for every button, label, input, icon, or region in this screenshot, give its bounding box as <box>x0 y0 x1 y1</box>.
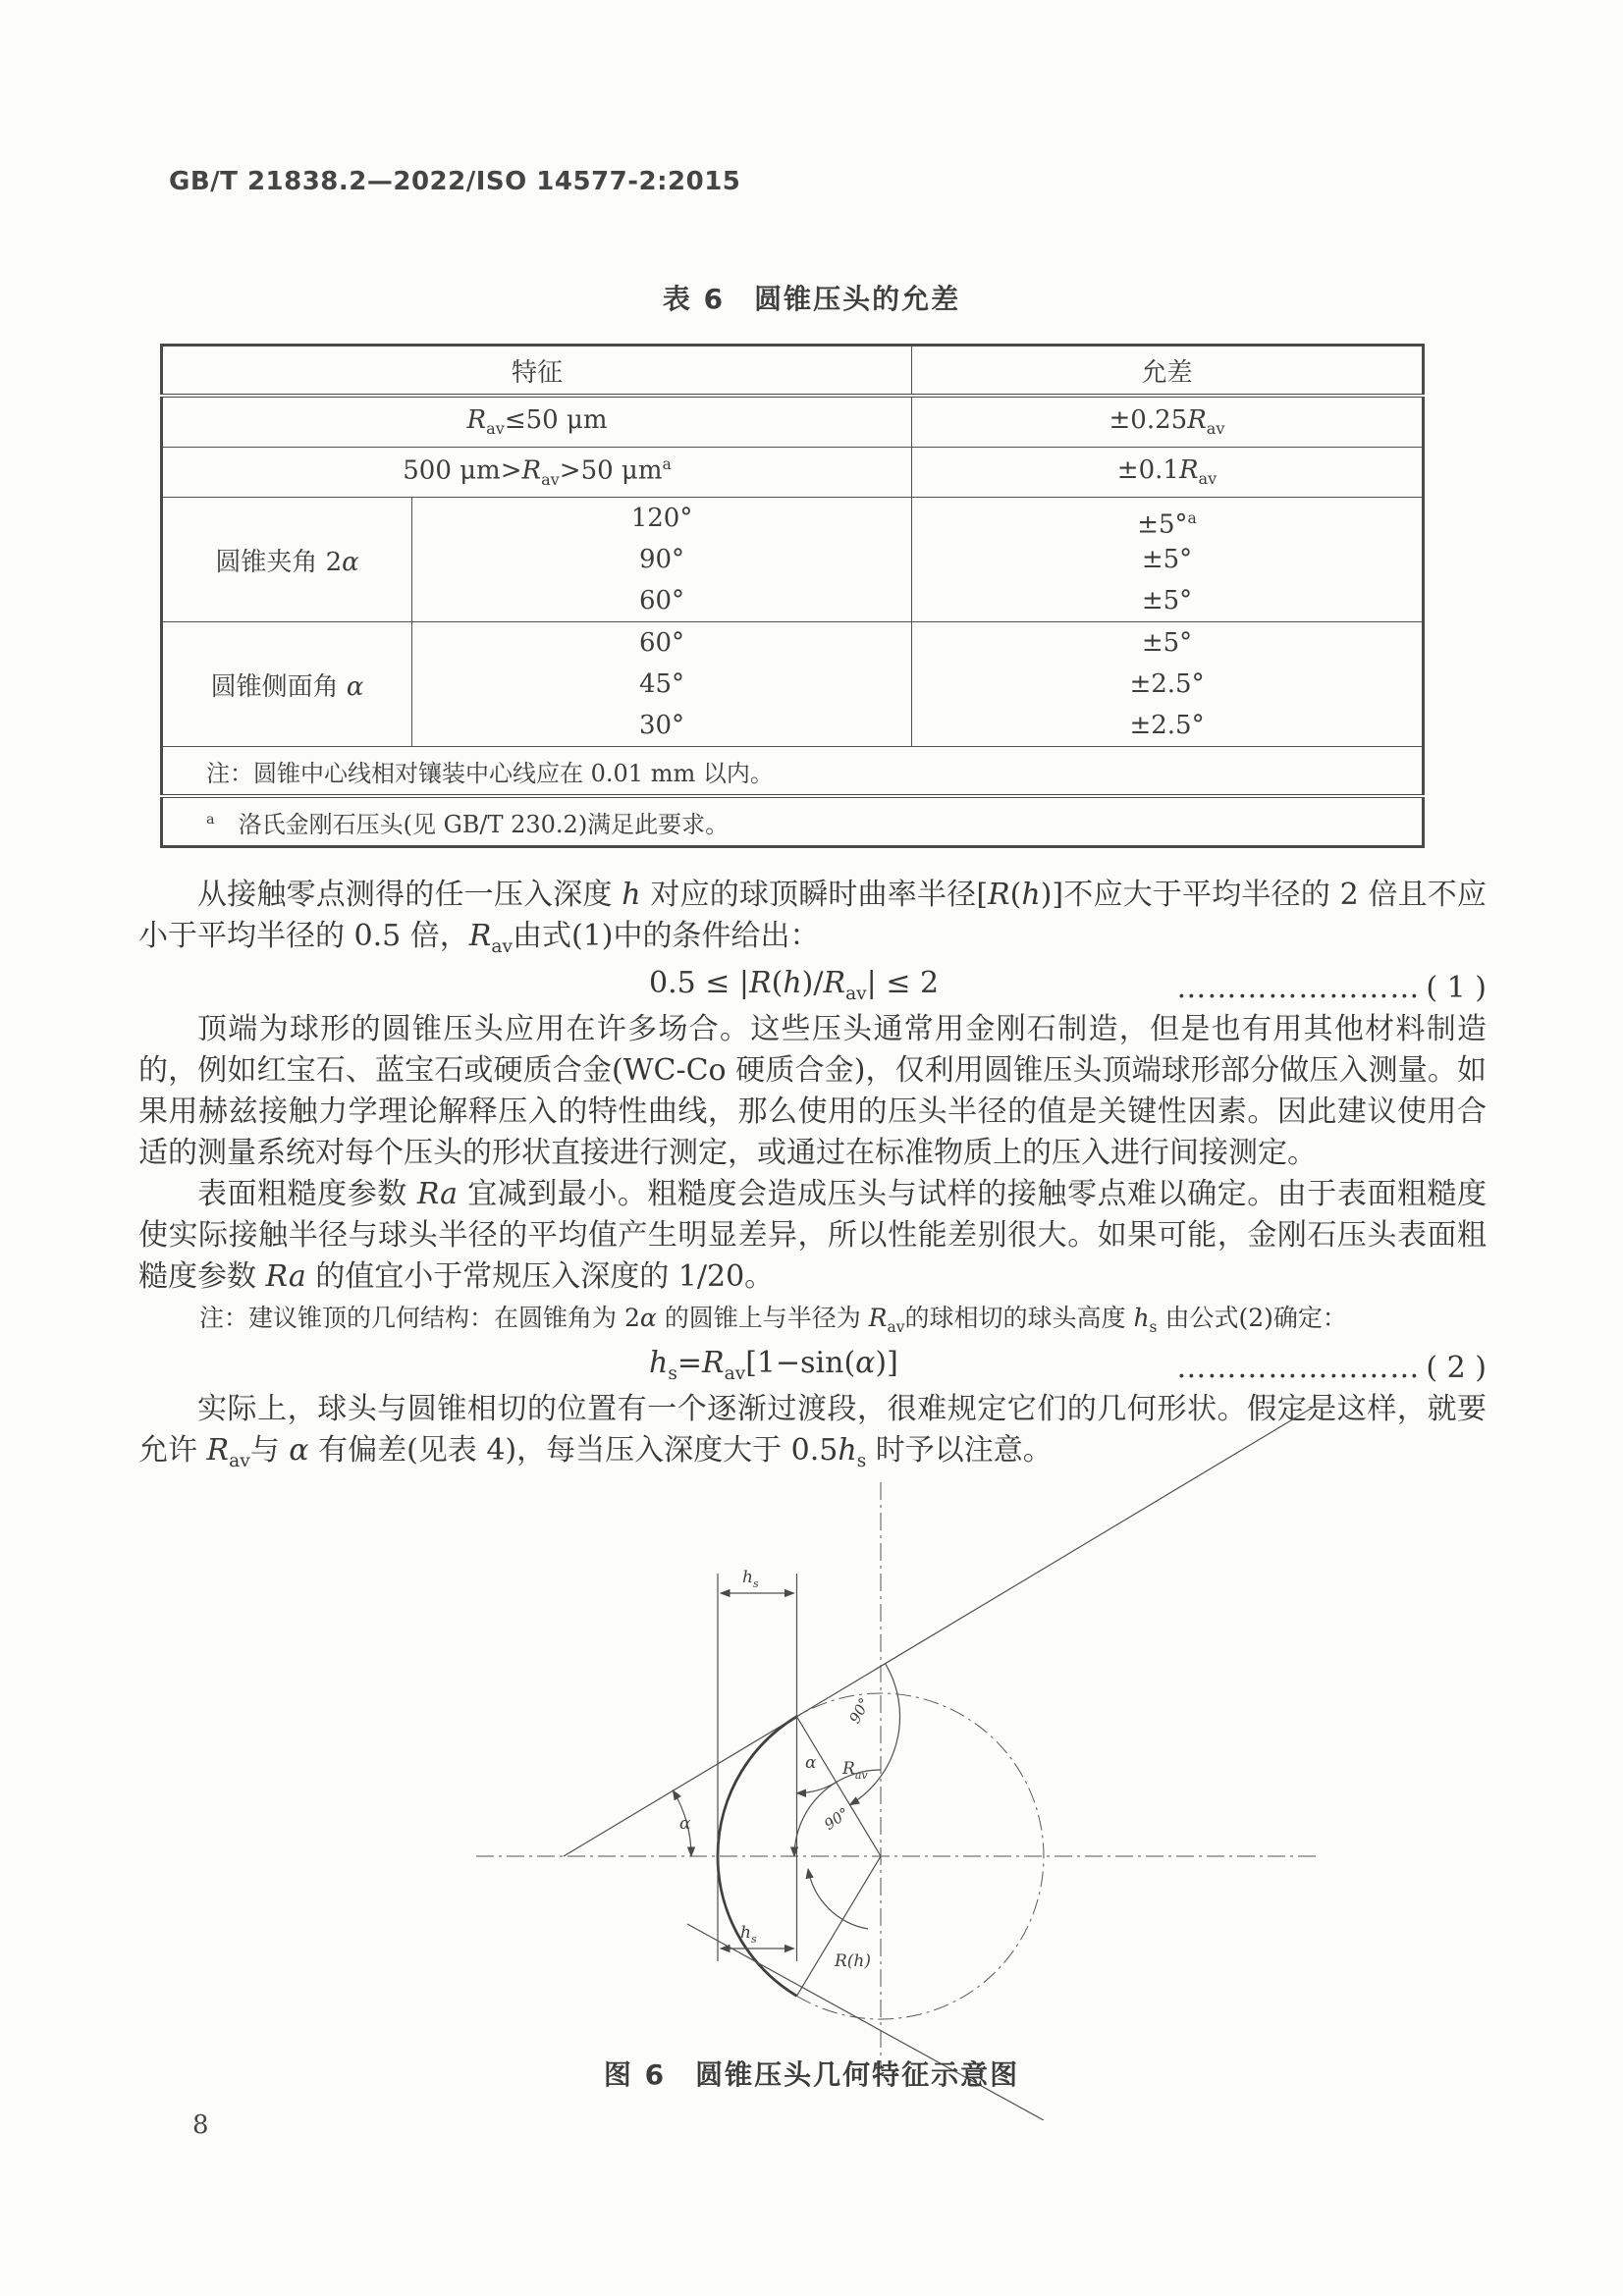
centre-lower-arrow-arc <box>808 1869 868 1929</box>
formula-2-number: ( 2 ) <box>1426 1351 1487 1385</box>
cone-upper-flank-line <box>564 1406 1316 1856</box>
alpha-tangent-label: α <box>805 1753 817 1773</box>
figure-6-diagram <box>452 1389 1335 2120</box>
rh-label: R(h) <box>835 1951 872 1971</box>
tolerance-cell: $\pm 0.25R_{av}$ <box>912 396 1424 448</box>
paragraph-sphero-conical: 顶端为球形的圆锥压头应用在许多场合。这些压头通常用金刚石制造，但是也有用其他材料制造的，例如红宝石、蓝宝石或硬质合金(WC-Co 硬质合金)，仅利用圆锥压头顶端球形部分做压入测量。如果用赫兹接触力学理论解释压入的特性曲线，那么使用的压头半径的值是关键性因素。因此建议使用合适的测量系统对每个压头的形状直接进行测定，或通过在标准物质上的压入进行间接测定。 <box>138 1012 1487 1170</box>
figure-6-caption: 图 6 圆锥压头几何特征示意图 <box>603 2058 1020 2091</box>
value-line: 120° <box>630 504 693 533</box>
value-line: 45° <box>638 669 685 699</box>
feature-cell: 500 $\mu m>R_{av}>50$ $\mu m^a$ <box>162 448 912 498</box>
tolerance-line: ±2.5° <box>1129 669 1205 699</box>
group-label-cell: 圆锥夹角 2α <box>162 498 412 622</box>
table-note-row <box>162 747 1424 797</box>
group-tolerances-cell <box>912 498 1424 622</box>
cone-indenter-geometry-svg <box>452 1389 1335 2120</box>
group-values-cell <box>412 622 912 747</box>
tolerance-line: ±2.5° <box>1129 711 1205 740</box>
alpha-tangent-arc <box>797 1783 837 1793</box>
table-footnote-row <box>162 796 1424 847</box>
table-6-title: 表 6 圆锥压头的允差 <box>662 283 961 315</box>
formula-2 <box>138 1345 1487 1389</box>
tolerance-line: ±5° <box>1141 586 1193 615</box>
ninety-flank-radius-arc <box>850 1663 900 1804</box>
rav-label: $R_{av}$ <box>842 1759 868 1782</box>
value-line: 30° <box>638 711 685 740</box>
group-label-cell: 圆锥侧面角 α <box>162 622 412 747</box>
hs-dimension-label-top: $h_s$ <box>742 1568 759 1590</box>
table-header-row <box>162 346 1424 397</box>
tolerance-cell: $\pm 0.1R_{av}$ <box>912 448 1424 498</box>
table-row <box>162 448 1424 498</box>
value-line: 60° <box>638 628 685 658</box>
alpha-apex-label: α <box>679 1814 691 1834</box>
value-line: 90° <box>638 545 685 574</box>
table-row <box>162 396 1424 448</box>
ninety-centre-label: 90° <box>821 1803 853 1834</box>
page-number: 8 <box>192 2110 209 2140</box>
formula-1-number: ( 1 ) <box>1426 971 1487 1005</box>
table-footnote: $^a$ 洛氏金刚石压头(见 GB/T 230.2)满足此要求。 <box>162 796 1424 847</box>
table-group-row-flank-angle <box>162 622 1424 747</box>
group-tolerances-cell <box>912 622 1424 747</box>
standard-number-header: GB/T 21838.2—2022/ISO 14577-2:2015 <box>169 167 741 196</box>
feature-cell: $R_{av}\le 50$ μm <box>162 396 912 448</box>
formula-1-expression: $0.5 \le |R(h)/R_{av}| \le 2$ <box>649 965 940 1004</box>
header-cell-tolerance: 允差 <box>912 346 1424 397</box>
formula-2-expression: $h_s=R_{av}[1-\sin(\alpha)]$ <box>649 1345 898 1384</box>
table-group-row-cone-angle <box>162 498 1424 622</box>
tolerance-line: ±5° <box>1141 545 1193 574</box>
header-cell-feature: 特征 <box>162 346 912 397</box>
note-tip-geometry: 注：建议锥顶的几何结构：在圆锥角为 2α 的圆锥上与半径为 $R_{av}$的球相切的球头高度 $h_s$ 由公式(2)确定： <box>199 1304 1347 1336</box>
tolerance-line: ±5° <box>1141 628 1193 658</box>
hs-dimension-label-bottom: $h_s$ <box>740 1923 757 1946</box>
group-values-cell <box>412 498 912 622</box>
formula-1 <box>138 965 1487 1009</box>
tolerance-table <box>160 344 1425 848</box>
value-line: 60° <box>638 586 685 615</box>
rav-radius-line <box>797 1717 882 1856</box>
paragraph-radius-condition: 从接触零点测得的任一压入深度 h 对应的球顶瞬时曲率半径[R(h)]不应大于平均半径的 2 倍且不应小于平均半径的 0.5 倍，$R_{av}$由式(1)中的条件给出： <box>138 878 1487 957</box>
paragraph-transition-zone: 实际上，球头与圆锥相切的位置有一个逐渐过渡段，很难规定它们的几何形状。假定是这样，就要允许 $R_{av}$与 α 有偏差(见表 4)，每当压入深度大于 $0.5h_s$ 时予以注意。 <box>138 1392 1487 1471</box>
tolerance-line: ±5°$^a$ <box>1137 509 1197 540</box>
formula-1-leaders: …………………… <box>1176 971 1421 1005</box>
formula-2-leaders: …………………… <box>1176 1351 1421 1385</box>
paragraph-roughness: 表面粗糙度参数 Ra 宜减到最小。粗糙度会造成压头与试样的接触零点难以确定。由于表面粗糙度使实际接触半径与球头半径的平均值产生明显差异，所以性能差别很大。如果可能，金刚石压头表面粗糙度参数 Ra 的值宜小于常规压入深度的 1/20。 <box>138 1177 1487 1294</box>
table-note: 注：圆锥中心线相对镶装中心线应在 0.01 mm 以内。 <box>162 747 1424 797</box>
ninety-flank-radius-label: 90° <box>845 1694 874 1727</box>
